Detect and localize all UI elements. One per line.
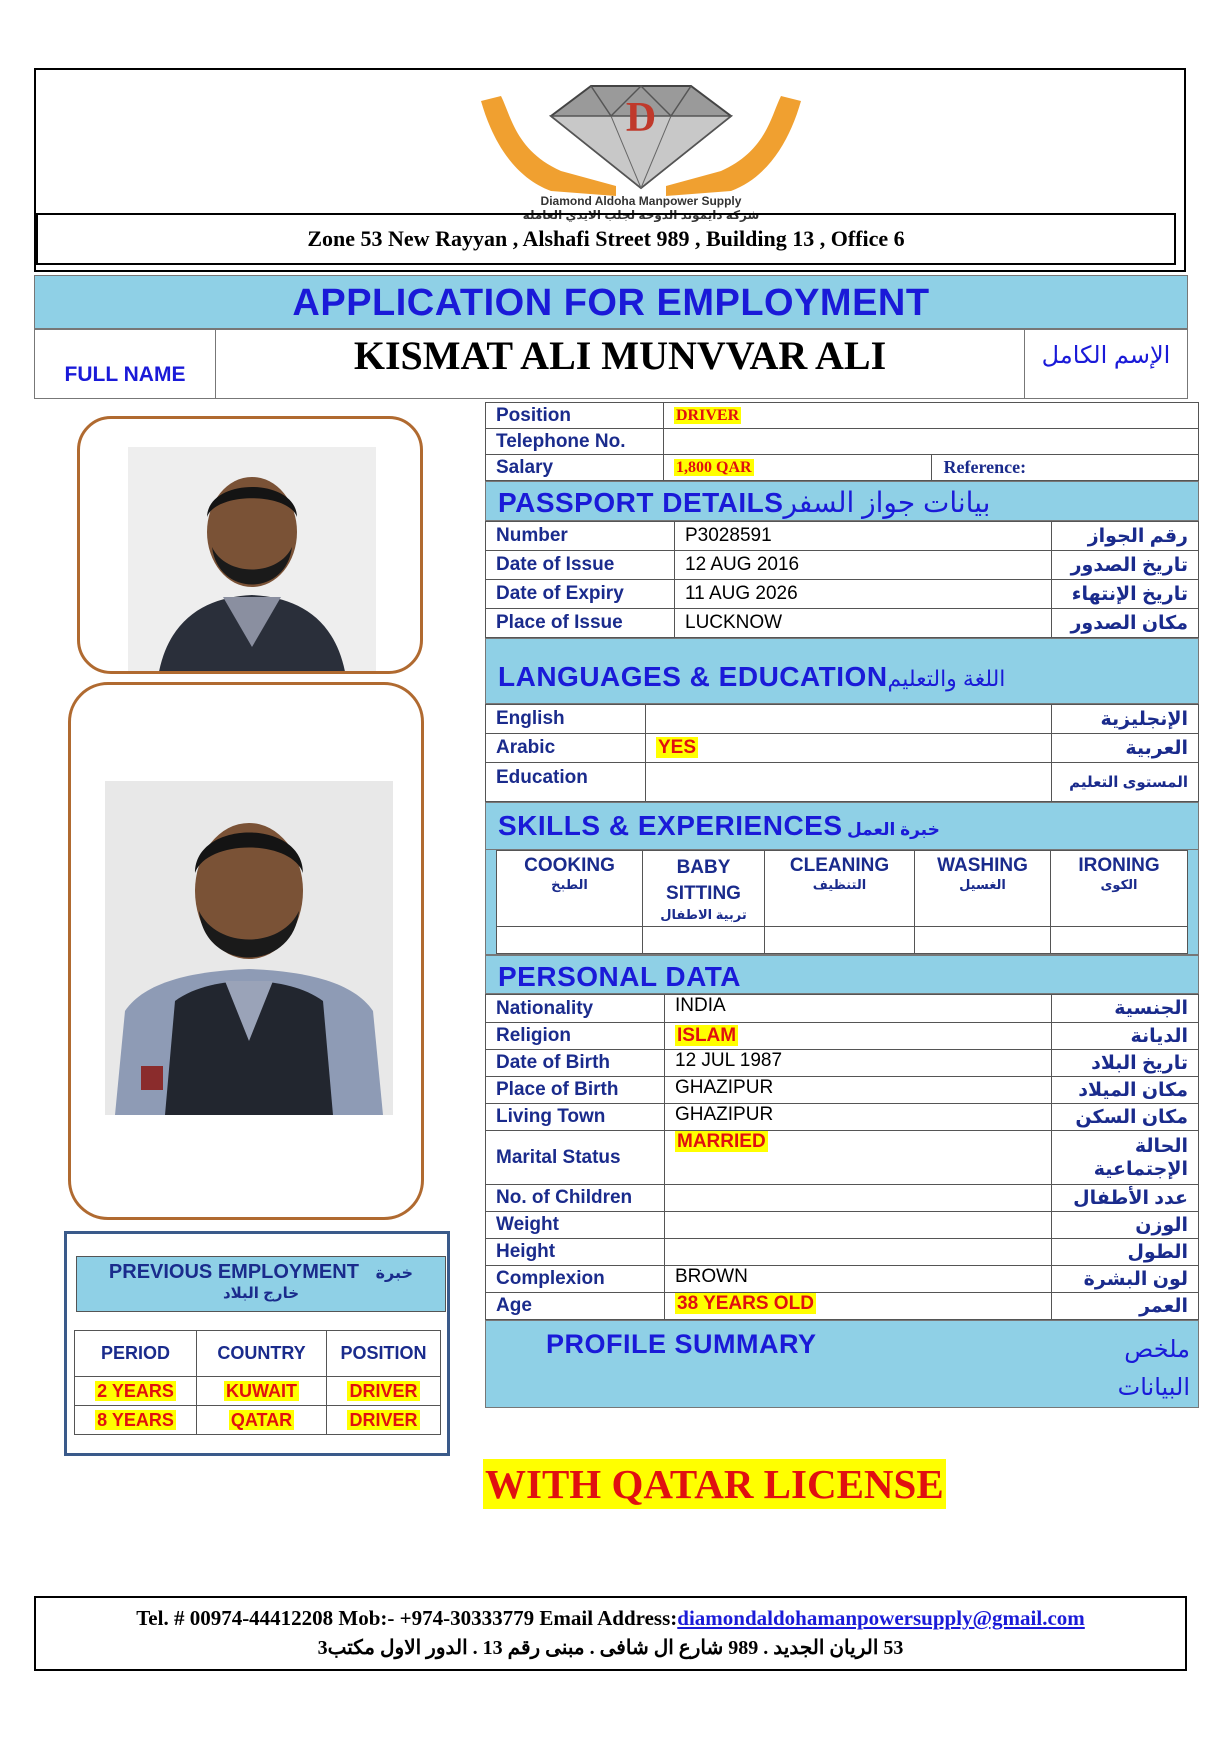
- children-label: No. of Children: [486, 1185, 665, 1212]
- footer-email-link[interactable]: diamondaldohamanpowersupply@gmail.com: [677, 1606, 1085, 1630]
- photo-frame-large: [68, 682, 424, 1220]
- pob-label: Place of Birth: [486, 1077, 665, 1104]
- marital-status-ar: الحالة الإجتماعية: [1052, 1131, 1199, 1185]
- complexion-ar: لون البشرة: [1052, 1266, 1199, 1293]
- education-ar: المستوى التعليم: [1052, 763, 1199, 802]
- languages-title: LANGUAGES & EDUCATION: [498, 661, 888, 692]
- skill-baby-sitting: [643, 851, 765, 927]
- skill-ironing-ar: الكوى: [1100, 877, 1138, 892]
- marital-status-label: Marital Status: [486, 1131, 665, 1185]
- salary-value: 1,800 QAR: [676, 458, 752, 476]
- skill-baby-sitting-en: BABY SITTING: [666, 857, 741, 904]
- position-cell: [664, 403, 1199, 429]
- prev-row-cell: [75, 1406, 197, 1435]
- applicant-photo-large: [105, 781, 393, 1115]
- religion-ar: الديانة: [1052, 1023, 1199, 1050]
- skill-ironing: [1051, 851, 1188, 927]
- prev-row-cell: [75, 1377, 197, 1406]
- skill-value-cell: [1051, 927, 1188, 954]
- issue-date-ar: تاريخ الصدور: [1052, 551, 1199, 580]
- previous-employment-title: PREVIOUS EMPLOYMENT: [108, 1261, 359, 1283]
- pob-ar: مكان الميلاد: [1052, 1077, 1199, 1104]
- weight-label: Weight: [486, 1212, 665, 1239]
- children-ar: عدد الأطفال: [1052, 1185, 1199, 1212]
- personal-table: [485, 994, 1199, 1320]
- skill-value-cell: [497, 927, 643, 954]
- expiry-date-value: 11 AUG 2026: [675, 580, 1052, 609]
- passport-title-ar: بيانات جواز السفر: [783, 487, 991, 518]
- profile-summary-section: [485, 1320, 1199, 1408]
- address-text: Zone 53 New Rayyan , Alshafi Street 989 , Building 13 , Office 6: [307, 226, 905, 251]
- prev-country-2: QATAR: [230, 1409, 293, 1430]
- company-address: [36, 213, 1176, 265]
- previous-employment-title-ar2: خارج البلاد: [222, 1285, 300, 1302]
- skill-value-cell: [643, 927, 765, 954]
- skills-title: SKILLS & EXPERIENCES: [498, 810, 843, 841]
- footer-contact: Tel. # 00974-44412208 Mob:- +974-30333779 Email Address:: [136, 1606, 678, 1630]
- skill-cleaning: [765, 851, 915, 927]
- license-note-text: WITH QATAR LICENSE: [485, 1461, 944, 1507]
- marital-status-cell: [665, 1131, 1052, 1185]
- dob-value: 12 JUL 1987: [665, 1050, 1052, 1077]
- passport-title: PASSPORT DETAILS: [498, 487, 784, 518]
- complexion-label: Complexion: [486, 1266, 665, 1293]
- prev-period-1: 2 YEARS: [97, 1380, 174, 1401]
- profile-summary-title-ar: ملخص البيانات: [1117, 1336, 1190, 1401]
- religion-cell: [665, 1023, 1052, 1050]
- arabic-ar: العربية: [1052, 734, 1199, 763]
- diamond-hands-icon: [441, 76, 841, 196]
- skill-washing: [915, 851, 1051, 927]
- job-info-table: [485, 402, 1199, 481]
- reference-label: Reference:: [931, 455, 1199, 481]
- position-label: Position: [486, 403, 664, 429]
- religion-value: ISLAM: [677, 1025, 737, 1046]
- company-name-ar: شركة دايموند الدوحة لجلب الايدي العاملة: [522, 208, 760, 222]
- company-name-en: Diamond Aldoha Manpower Supply: [540, 194, 742, 208]
- prev-row-cell: [197, 1377, 327, 1406]
- age-label: Age: [486, 1293, 665, 1320]
- full-name-value: KISMAT ALI MUNVVAR ALI: [215, 330, 1025, 398]
- footer-address-ar: 53 الريان الجديد . 989 شارع ال شافى . مبنى رقم 13 . الدور الاول مكتب3: [317, 1637, 904, 1659]
- skill-washing-ar: الغسيل: [959, 877, 1006, 892]
- prev-header-country: COUNTRY: [197, 1331, 327, 1377]
- passport-number-value: P3028591: [675, 522, 1052, 551]
- prev-position-2: DRIVER: [349, 1409, 418, 1430]
- issue-date-label: Date of Issue: [486, 551, 675, 580]
- skill-cleaning-ar: التنظيف: [812, 877, 867, 892]
- dob-label: Date of Birth: [486, 1050, 665, 1077]
- place-of-issue-value: LUCKNOW: [675, 609, 1052, 638]
- prev-position-1: DRIVER: [349, 1380, 418, 1401]
- english-value: [646, 705, 1052, 734]
- prev-header-position: POSITION: [327, 1331, 441, 1377]
- prev-row-cell: [197, 1406, 327, 1435]
- personal-section-header: [485, 955, 1199, 994]
- prev-row-cell: [327, 1377, 441, 1406]
- languages-title-ar: اللغة والتعليم: [887, 666, 1006, 691]
- skill-value-cell: [915, 927, 1051, 954]
- skills-table: [496, 850, 1188, 954]
- footer-box: [34, 1596, 1187, 1671]
- height-label: Height: [486, 1239, 665, 1266]
- passport-section-header: [485, 481, 1199, 521]
- company-logo: [441, 76, 841, 226]
- place-of-issue-label: Place of Issue: [486, 609, 675, 638]
- skill-cleaning-en: CLEANING: [789, 855, 890, 876]
- skill-ironing-en: IRONING: [1078, 855, 1160, 876]
- full-name-row: [34, 329, 1188, 399]
- height-value: [665, 1239, 1052, 1266]
- full-name-label: FULL NAME: [64, 363, 186, 386]
- prev-row-cell: [327, 1406, 441, 1435]
- nationality-value: INDIA: [665, 995, 1052, 1023]
- passport-table: [485, 521, 1199, 638]
- previous-employment-header: [76, 1256, 446, 1312]
- education-label: Education: [486, 763, 646, 802]
- telephone-value: [664, 429, 1199, 455]
- prev-country-1: KUWAIT: [226, 1380, 297, 1401]
- svg-text:D: D: [625, 95, 657, 141]
- prev-period-2: 8 YEARS: [97, 1409, 174, 1430]
- expiry-date-label: Date of Expiry: [486, 580, 675, 609]
- skills-title-ar: خبرة العمل: [846, 820, 940, 839]
- skill-cooking-en: COOKING: [524, 855, 615, 876]
- previous-employment-box: [64, 1231, 450, 1456]
- place-of-issue-ar: مكان الصدور: [1052, 609, 1199, 638]
- arabic-label: Arabic: [486, 734, 646, 763]
- position-value: DRIVER: [676, 406, 740, 424]
- living-town-label: Living Town: [486, 1104, 665, 1131]
- salary-cell: [664, 455, 932, 481]
- passport-number-ar: رقم الجواز: [1052, 522, 1199, 551]
- profile-summary-title: PROFILE SUMMARY: [546, 1329, 817, 1359]
- pob-value: GHAZIPUR: [665, 1077, 1052, 1104]
- skill-washing-en: WASHING: [937, 855, 1028, 876]
- age-cell: [665, 1293, 1052, 1320]
- arabic-value: YES: [658, 737, 697, 758]
- skill-baby-sitting-ar: تربية الاطفال: [660, 907, 747, 922]
- skill-value-cell: [765, 927, 915, 954]
- arabic-cell: [646, 734, 1052, 763]
- application-form: [485, 402, 1199, 1420]
- prev-header-period: PERIOD: [75, 1331, 197, 1377]
- children-value: [665, 1185, 1052, 1212]
- page-title: [34, 275, 1188, 329]
- weight-ar: الوزن: [1052, 1212, 1199, 1239]
- skill-cooking-ar: الطبخ: [551, 877, 588, 892]
- telephone-label: Telephone No.: [486, 429, 664, 455]
- skills-table-wrap: [485, 850, 1199, 955]
- person-icon: [105, 781, 393, 1115]
- header-box: [34, 68, 1186, 272]
- age-ar: العمر: [1052, 1293, 1199, 1320]
- dob-ar: تاريخ البلاد: [1052, 1050, 1199, 1077]
- religion-label: Religion: [486, 1023, 665, 1050]
- english-ar: الإنجليزية: [1052, 705, 1199, 734]
- skill-cooking: [497, 851, 643, 927]
- living-town-ar: مكان السكن: [1052, 1104, 1199, 1131]
- person-icon: [128, 447, 376, 674]
- english-label: English: [486, 705, 646, 734]
- languages-section-header: [485, 638, 1199, 704]
- previous-employment-table: [74, 1330, 441, 1435]
- marital-status-value: MARRIED: [677, 1131, 766, 1152]
- nationality-label: Nationality: [486, 995, 665, 1023]
- age-value: 38 YEARS OLD: [677, 1293, 814, 1314]
- skills-section-header: [485, 802, 1199, 850]
- issue-date-value: 12 AUG 2016: [675, 551, 1052, 580]
- expiry-date-ar: تاريخ الإنتهاء: [1052, 580, 1199, 609]
- complexion-value: BROWN: [665, 1266, 1052, 1293]
- passport-number-label: Number: [486, 522, 675, 551]
- weight-value: [665, 1212, 1052, 1239]
- title-text: APPLICATION FOR EMPLOYMENT: [292, 282, 930, 324]
- height-ar: الطول: [1052, 1239, 1199, 1266]
- personal-title: PERSONAL DATA: [498, 961, 741, 992]
- nationality-ar: الجنسية: [1052, 995, 1199, 1023]
- education-value: [646, 763, 1052, 802]
- salary-label: Salary: [486, 455, 664, 481]
- license-note: [483, 1459, 946, 1509]
- languages-table: [485, 704, 1199, 802]
- applicant-photo-small: [128, 447, 376, 674]
- photo-frame-small: [77, 416, 423, 674]
- previous-employment-title-ar1: خبرة: [375, 1265, 414, 1282]
- living-town-value: GHAZIPUR: [665, 1104, 1052, 1131]
- full-name-label-ar: الإسم الكامل: [1041, 342, 1171, 369]
